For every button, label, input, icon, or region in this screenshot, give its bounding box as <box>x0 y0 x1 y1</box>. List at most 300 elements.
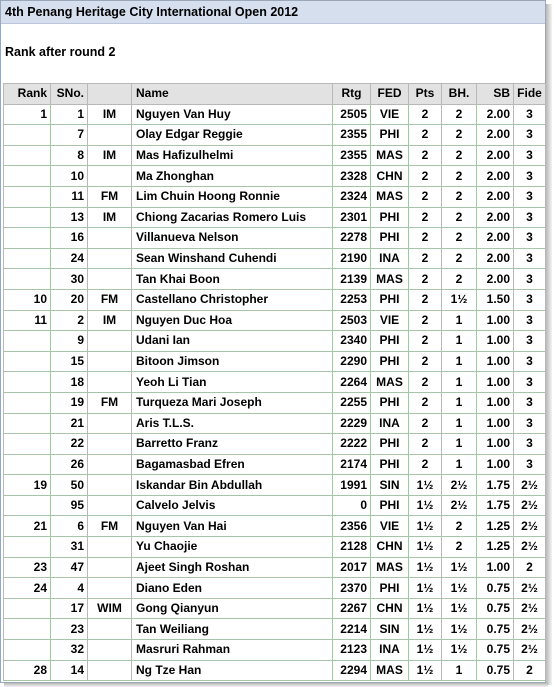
sno-cell: 17 <box>51 598 88 619</box>
name-cell: Bitoon Jimson <box>132 351 333 372</box>
federation-cell: PHI <box>371 331 409 352</box>
name-cell: Ma Zhonghan <box>132 166 333 187</box>
title-cell: IM <box>88 104 132 125</box>
points-cell: 2 <box>409 454 442 475</box>
fide-cell: 3 <box>514 145 546 166</box>
points-cell: 2 <box>409 331 442 352</box>
page-title: 4th Penang Heritage City International Open 2012 <box>5 5 299 19</box>
name-cell: Iskandar Bin Abdullah <box>132 475 333 496</box>
buchholz-cell: 2 <box>442 207 477 228</box>
sno-cell: 32 <box>51 640 88 661</box>
name-cell: Mas Hafizulhelmi <box>132 145 333 166</box>
sb-cell: 2.00 <box>477 248 514 269</box>
name-cell: Nguyen Duc Hoa <box>132 310 333 331</box>
header-rank: Rank <box>4 84 51 105</box>
name-cell: Nguyen Van Hai <box>132 516 333 537</box>
title-bar <box>1 1 545 24</box>
name-cell: Lim Chuin Hoong Ronnie <box>132 186 333 207</box>
name-cell: Yeoh Li Tian <box>132 372 333 393</box>
fide-cell: 2½ <box>514 578 546 599</box>
header-sonneborn-berger: SB <box>477 84 514 105</box>
name-cell: Masruri Rahman <box>132 640 333 661</box>
sno-cell: 11 <box>51 186 88 207</box>
buchholz-cell: 2 <box>442 145 477 166</box>
sb-cell: 1.50 <box>477 289 514 310</box>
rating-cell: 2328 <box>333 166 371 187</box>
sno-cell: 50 <box>51 475 88 496</box>
rating-cell: 2190 <box>333 248 371 269</box>
points-cell: 1½ <box>409 578 442 599</box>
table-row <box>4 248 546 269</box>
fide-cell: 2 <box>514 660 546 681</box>
title-cell <box>88 640 132 661</box>
buchholz-cell: 1½ <box>442 619 477 640</box>
name-cell: Barretto Franz <box>132 434 333 455</box>
federation-cell: VIE <box>371 310 409 331</box>
fide-cell: 3 <box>514 166 546 187</box>
table-row <box>4 228 546 249</box>
fide-cell: 3 <box>514 351 546 372</box>
federation-cell: PHI <box>371 289 409 310</box>
title-cell <box>88 125 132 146</box>
title-cell <box>88 248 132 269</box>
points-cell: 1½ <box>409 537 442 558</box>
rank-cell <box>4 372 51 393</box>
name-cell: Aris T.L.S. <box>132 413 333 434</box>
name-cell: Diano Eden <box>132 578 333 599</box>
sb-cell: 1.00 <box>477 557 514 578</box>
sb-cell: 1.00 <box>477 372 514 393</box>
sb-cell: 0.75 <box>477 578 514 599</box>
title-cell <box>88 434 132 455</box>
rank-cell: 28 <box>4 660 51 681</box>
fide-cell: 3 <box>514 331 546 352</box>
table-row <box>4 516 546 537</box>
rank-cell: 10 <box>4 289 51 310</box>
buchholz-cell: 1½ <box>442 598 477 619</box>
buchholz-cell: 1 <box>442 660 477 681</box>
table-row <box>4 598 546 619</box>
fide-cell: 2½ <box>514 619 546 640</box>
title-cell <box>88 619 132 640</box>
table-row <box>4 186 546 207</box>
sb-cell: 1.75 <box>477 495 514 516</box>
federation-cell: PHI <box>371 392 409 413</box>
sno-cell: 8 <box>51 145 88 166</box>
rating-cell: 2340 <box>333 331 371 352</box>
rank-cell <box>4 269 51 290</box>
sb-cell: 1.00 <box>477 310 514 331</box>
fide-cell: 3 <box>514 228 546 249</box>
buchholz-cell: 2½ <box>442 475 477 496</box>
name-cell: Castellano Christopher <box>132 289 333 310</box>
points-cell: 1½ <box>409 619 442 640</box>
points-cell: 2 <box>409 289 442 310</box>
name-cell: Nguyen Van Huy <box>132 104 333 125</box>
federation-cell: PHI <box>371 495 409 516</box>
sno-cell: 31 <box>51 537 88 558</box>
title-cell: FM <box>88 186 132 207</box>
points-cell: 2 <box>409 248 442 269</box>
points-cell: 2 <box>409 434 442 455</box>
sb-cell: 1.25 <box>477 516 514 537</box>
title-cell <box>88 372 132 393</box>
table-row <box>4 331 546 352</box>
title-cell <box>88 660 132 681</box>
rating-cell: 2128 <box>333 537 371 558</box>
federation-cell: INA <box>371 640 409 661</box>
fide-cell: 2½ <box>514 640 546 661</box>
federation-cell: MAS <box>371 372 409 393</box>
buchholz-cell: 1 <box>442 434 477 455</box>
header-rating: Rtg <box>333 84 371 105</box>
rating-cell: 2503 <box>333 310 371 331</box>
points-cell: 2 <box>409 125 442 146</box>
points-cell: 1½ <box>409 475 442 496</box>
header-buchholz: BH. <box>442 84 477 105</box>
rank-cell <box>4 619 51 640</box>
rank-cell <box>4 434 51 455</box>
fide-cell: 3 <box>514 434 546 455</box>
sno-cell: 47 <box>51 557 88 578</box>
rating-cell: 2278 <box>333 228 371 249</box>
federation-cell: VIE <box>371 104 409 125</box>
sno-cell: 6 <box>51 516 88 537</box>
rating-cell: 2255 <box>333 392 371 413</box>
title-cell <box>88 228 132 249</box>
rating-cell: 2505 <box>333 104 371 125</box>
points-cell: 2 <box>409 413 442 434</box>
name-cell: Tan Weiliang <box>132 619 333 640</box>
federation-cell: PHI <box>371 125 409 146</box>
federation-cell: CHN <box>371 537 409 558</box>
buchholz-cell: 2 <box>442 269 477 290</box>
sno-cell: 9 <box>51 331 88 352</box>
federation-cell: PHI <box>371 351 409 372</box>
table-row <box>4 207 546 228</box>
rank-cell <box>4 454 51 475</box>
fide-cell: 3 <box>514 125 546 146</box>
sb-cell: 1.00 <box>477 434 514 455</box>
rank-cell <box>4 145 51 166</box>
rating-cell: 2356 <box>333 516 371 537</box>
points-cell: 1½ <box>409 495 442 516</box>
table-row <box>4 125 546 146</box>
points-cell: 2 <box>409 145 442 166</box>
sno-cell: 24 <box>51 248 88 269</box>
sb-cell: 1.75 <box>477 475 514 496</box>
buchholz-cell: 2 <box>442 248 477 269</box>
sb-cell: 0.75 <box>477 660 514 681</box>
table-row <box>4 310 546 331</box>
rank-cell <box>4 392 51 413</box>
federation-cell: MAS <box>371 145 409 166</box>
title-cell: FM <box>88 392 132 413</box>
title-cell: WIM <box>88 598 132 619</box>
name-cell: Chiong Zacarias Romero Luis <box>132 207 333 228</box>
fide-cell: 3 <box>514 104 546 125</box>
sno-cell: 1 <box>51 104 88 125</box>
fide-cell: 3 <box>514 392 546 413</box>
header-points: Pts <box>409 84 442 105</box>
rating-cell: 1991 <box>333 475 371 496</box>
sb-cell: 1.25 <box>477 537 514 558</box>
sno-cell: 16 <box>51 228 88 249</box>
buchholz-cell: 1 <box>442 372 477 393</box>
points-cell: 2 <box>409 104 442 125</box>
name-cell: Villanueva Nelson <box>132 228 333 249</box>
table-row <box>4 495 546 516</box>
federation-cell: SIN <box>371 619 409 640</box>
buchholz-cell: 2 <box>442 516 477 537</box>
fide-cell: 3 <box>514 207 546 228</box>
buchholz-cell: 1 <box>442 454 477 475</box>
header-name: Name <box>132 84 333 105</box>
points-cell: 2 <box>409 310 442 331</box>
table-row <box>4 660 546 681</box>
federation-cell: PHI <box>371 434 409 455</box>
buchholz-cell: 1½ <box>442 557 477 578</box>
rating-cell: 2301 <box>333 207 371 228</box>
sb-cell: 2.00 <box>477 269 514 290</box>
rank-cell <box>4 207 51 228</box>
rating-cell: 2222 <box>333 434 371 455</box>
fide-cell: 2½ <box>514 475 546 496</box>
buchholz-cell: 2 <box>442 537 477 558</box>
title-cell: FM <box>88 516 132 537</box>
frame-shadow-right <box>546 4 552 685</box>
points-cell: 2 <box>409 166 442 187</box>
rank-cell: 21 <box>4 516 51 537</box>
buchholz-cell: 1 <box>442 310 477 331</box>
points-cell: 1½ <box>409 516 442 537</box>
rating-cell: 2214 <box>333 619 371 640</box>
header-title <box>88 84 132 105</box>
fide-cell: 2½ <box>514 598 546 619</box>
title-cell <box>88 413 132 434</box>
sb-cell: 1.00 <box>477 351 514 372</box>
table-row <box>4 537 546 558</box>
rank-cell: 24 <box>4 578 51 599</box>
title-cell <box>88 578 132 599</box>
header-fide: Fide <box>514 84 546 105</box>
rating-cell: 2017 <box>333 557 371 578</box>
name-cell: Udani Ian <box>132 331 333 352</box>
sb-cell: 1.00 <box>477 413 514 434</box>
sb-cell: 2.00 <box>477 186 514 207</box>
rank-cell <box>4 125 51 146</box>
sno-cell: 30 <box>51 269 88 290</box>
table-row <box>4 392 546 413</box>
rank-cell <box>4 495 51 516</box>
federation-cell: CHN <box>371 598 409 619</box>
sno-cell: 10 <box>51 166 88 187</box>
page-subtitle: Rank after round 2 <box>5 45 116 59</box>
fide-cell: 3 <box>514 454 546 475</box>
table-row <box>4 578 546 599</box>
points-cell: 1½ <box>409 640 442 661</box>
points-cell: 2 <box>409 207 442 228</box>
sno-cell: 4 <box>51 578 88 599</box>
fide-cell: 3 <box>514 413 546 434</box>
table-row <box>4 557 546 578</box>
sno-cell: 15 <box>51 351 88 372</box>
sno-cell: 13 <box>51 207 88 228</box>
header-federation: FED <box>371 84 409 105</box>
name-cell: Bagamasbad Efren <box>132 454 333 475</box>
rating-cell: 2229 <box>333 413 371 434</box>
buchholz-cell: 1½ <box>442 640 477 661</box>
buchholz-cell: 1 <box>442 351 477 372</box>
buchholz-cell: 2 <box>442 104 477 125</box>
federation-cell: PHI <box>371 207 409 228</box>
rank-cell <box>4 413 51 434</box>
federation-cell: MAS <box>371 557 409 578</box>
buchholz-cell: 2 <box>442 228 477 249</box>
points-cell: 1½ <box>409 660 442 681</box>
buchholz-cell: 2 <box>442 186 477 207</box>
rating-cell: 2253 <box>333 289 371 310</box>
sno-cell: 19 <box>51 392 88 413</box>
name-cell: Olay Edgar Reggie <box>132 125 333 146</box>
sno-cell: 2 <box>51 310 88 331</box>
title-cell <box>88 454 132 475</box>
sb-cell: 1.00 <box>477 392 514 413</box>
sb-cell: 2.00 <box>477 145 514 166</box>
fide-cell: 2½ <box>514 537 546 558</box>
title-cell: IM <box>88 145 132 166</box>
table-row <box>4 475 546 496</box>
name-cell: Ajeet Singh Roshan <box>132 557 333 578</box>
rank-cell <box>4 640 51 661</box>
title-cell <box>88 537 132 558</box>
title-cell: FM <box>88 289 132 310</box>
sno-cell: 95 <box>51 495 88 516</box>
name-cell: Calvelo Jelvis <box>132 495 333 516</box>
table-row <box>4 269 546 290</box>
table-header-row <box>4 84 546 105</box>
rating-cell: 2139 <box>333 269 371 290</box>
table-row <box>4 454 546 475</box>
points-cell: 2 <box>409 228 442 249</box>
points-cell: 2 <box>409 186 442 207</box>
sb-cell: 2.00 <box>477 228 514 249</box>
rank-cell <box>4 166 51 187</box>
rank-cell <box>4 537 51 558</box>
rating-cell: 2267 <box>333 598 371 619</box>
sb-cell: 0.75 <box>477 598 514 619</box>
sno-cell: 18 <box>51 372 88 393</box>
rating-cell: 2264 <box>333 372 371 393</box>
table-row <box>4 434 546 455</box>
federation-cell: PHI <box>371 454 409 475</box>
buchholz-cell: 2 <box>442 166 477 187</box>
federation-cell: PHI <box>371 578 409 599</box>
title-cell <box>88 166 132 187</box>
table-row <box>4 289 546 310</box>
rating-cell: 0 <box>333 495 371 516</box>
federation-cell: CHN <box>371 166 409 187</box>
federation-cell: MAS <box>371 269 409 290</box>
fide-cell: 3 <box>514 310 546 331</box>
rating-cell: 2355 <box>333 125 371 146</box>
name-cell: Ng Tze Han <box>132 660 333 681</box>
rating-cell: 2123 <box>333 640 371 661</box>
standings-table <box>3 83 546 681</box>
sb-cell: 2.00 <box>477 207 514 228</box>
rank-cell <box>4 186 51 207</box>
federation-cell: SIN <box>371 475 409 496</box>
rank-cell: 23 <box>4 557 51 578</box>
rank-cell <box>4 331 51 352</box>
rating-cell: 2174 <box>333 454 371 475</box>
rating-cell: 2290 <box>333 351 371 372</box>
title-cell: IM <box>88 310 132 331</box>
points-cell: 2 <box>409 372 442 393</box>
fide-cell: 3 <box>514 372 546 393</box>
sb-cell: 1.00 <box>477 331 514 352</box>
buchholz-cell: 1 <box>442 331 477 352</box>
name-cell: Yu Chaojie <box>132 537 333 558</box>
sb-cell: 2.00 <box>477 166 514 187</box>
table-row <box>4 145 546 166</box>
name-cell: Turqueza Mari Joseph <box>132 392 333 413</box>
table-row <box>4 104 546 125</box>
points-cell: 2 <box>409 351 442 372</box>
fide-cell: 3 <box>514 269 546 290</box>
rating-cell: 2370 <box>333 578 371 599</box>
title-cell <box>88 269 132 290</box>
name-cell: Tan Khai Boon <box>132 269 333 290</box>
federation-cell: INA <box>371 413 409 434</box>
rank-cell <box>4 351 51 372</box>
rank-cell <box>4 598 51 619</box>
sb-cell: 0.75 <box>477 619 514 640</box>
points-cell: 1½ <box>409 598 442 619</box>
federation-cell: MAS <box>371 660 409 681</box>
title-cell <box>88 557 132 578</box>
federation-cell: PHI <box>371 228 409 249</box>
title-cell <box>88 475 132 496</box>
rating-cell: 2355 <box>333 145 371 166</box>
table-row <box>4 351 546 372</box>
sno-cell: 7 <box>51 125 88 146</box>
fide-cell: 2 <box>514 557 546 578</box>
rating-cell: 2324 <box>333 186 371 207</box>
points-cell: 2 <box>409 269 442 290</box>
sno-cell: 14 <box>51 660 88 681</box>
fide-cell: 2½ <box>514 516 546 537</box>
sno-cell: 21 <box>51 413 88 434</box>
sb-cell: 1.00 <box>477 454 514 475</box>
frame-shadow-bottom <box>4 683 548 687</box>
table-row <box>4 640 546 661</box>
sb-cell: 2.00 <box>477 125 514 146</box>
fide-cell: 2½ <box>514 495 546 516</box>
fide-cell: 3 <box>514 186 546 207</box>
sno-cell: 26 <box>51 454 88 475</box>
title-cell <box>88 495 132 516</box>
rank-cell: 1 <box>4 104 51 125</box>
title-cell <box>88 351 132 372</box>
sno-cell: 22 <box>51 434 88 455</box>
sb-cell: 2.00 <box>477 104 514 125</box>
buchholz-cell: 2½ <box>442 495 477 516</box>
header-sno: SNo. <box>51 84 88 105</box>
buchholz-cell: 1½ <box>442 289 477 310</box>
table-row <box>4 372 546 393</box>
buchholz-cell: 1 <box>442 413 477 434</box>
